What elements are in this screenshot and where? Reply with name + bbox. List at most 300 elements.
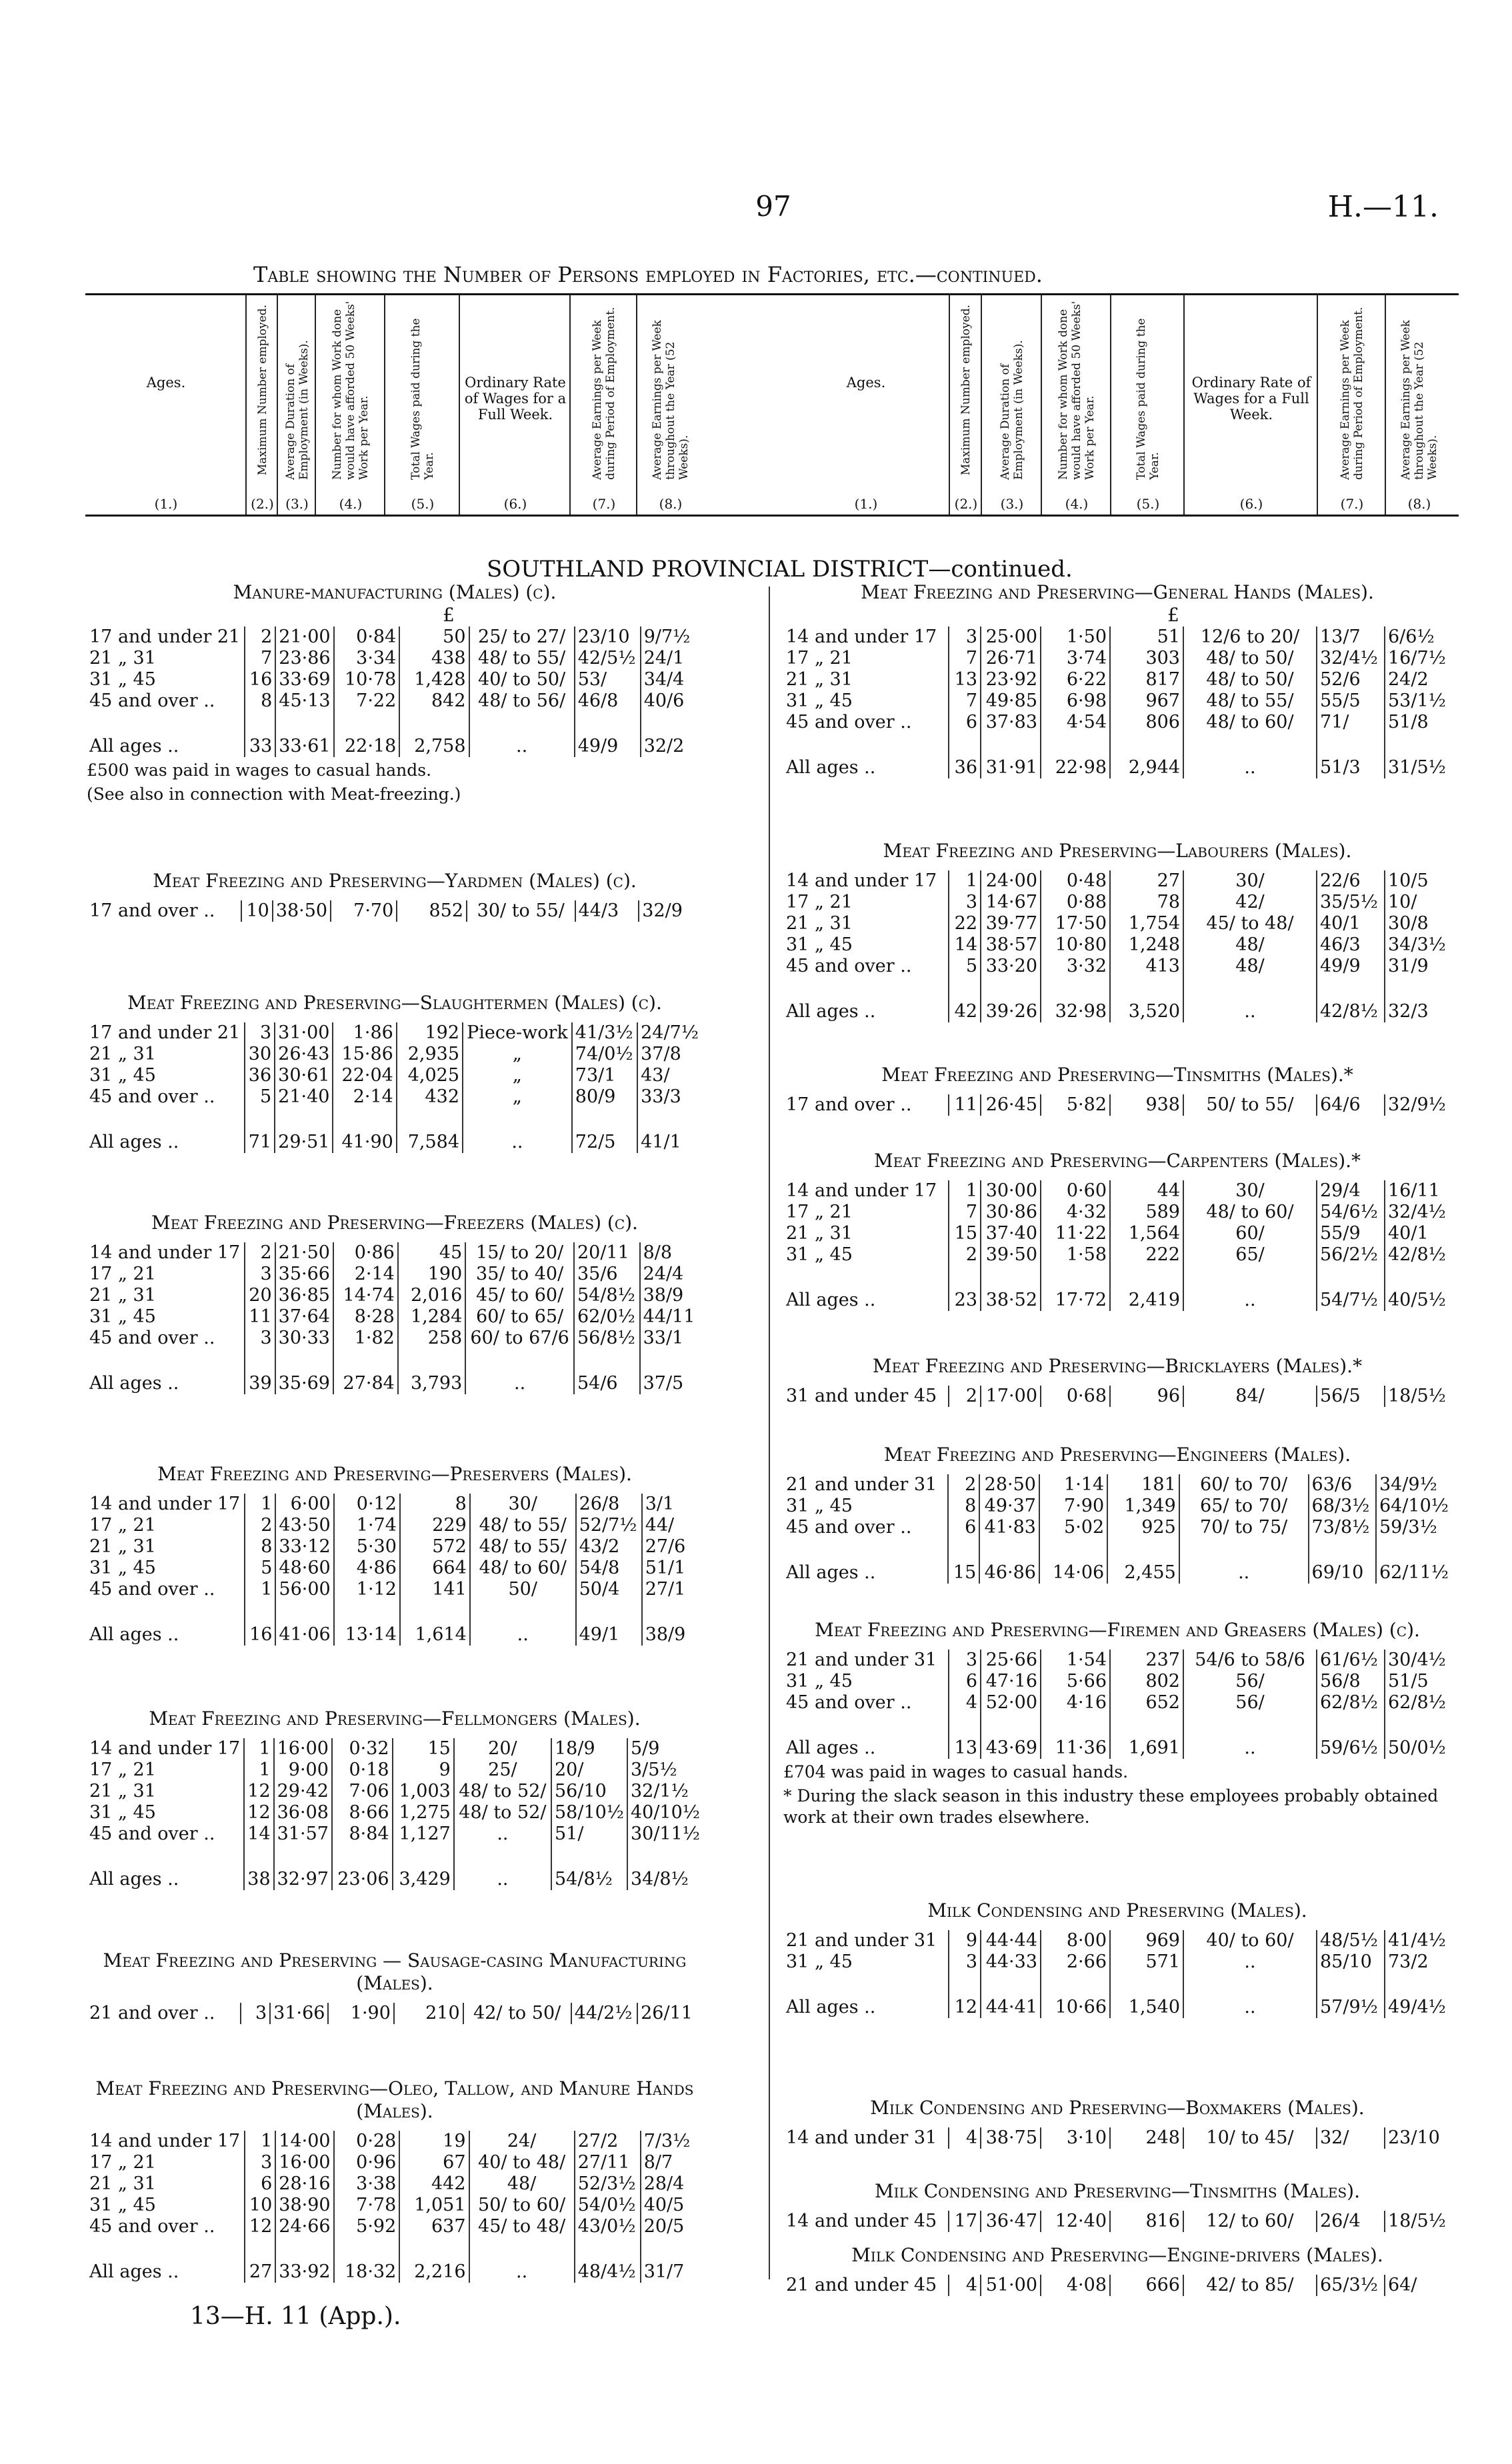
table-cell: 56/ — [1183, 1671, 1317, 1692]
table-cell: 17 „ 21 — [87, 1760, 244, 1781]
table-cell: 12 — [244, 1802, 274, 1824]
table-cell: 2,419 — [1110, 1284, 1183, 1311]
col-header-label: Ages. — [846, 375, 886, 391]
table-cell: 17 and under 21 — [87, 1022, 245, 1044]
table-cell: 6 — [948, 1517, 980, 1538]
left-col-header-5 — [384, 295, 460, 515]
spacer-cell — [1041, 1714, 1110, 1732]
table-cell: 42/5½ — [575, 648, 641, 669]
table-row — [87, 2131, 703, 2152]
table-cell: 53/1½ — [1388, 690, 1446, 711]
section-note: £500 was paid in wages to casual hands. — [87, 760, 432, 780]
table-cell: 1 — [949, 870, 981, 892]
data-table — [783, 1180, 1451, 1311]
table-cell: 3 — [245, 1022, 275, 1044]
table-cell: 46/8 — [575, 690, 641, 712]
table-cell: 53/ — [575, 669, 641, 690]
spacer-cell — [949, 977, 981, 996]
spacer-row — [87, 1600, 703, 1619]
spacer-cell — [551, 1845, 627, 1863]
section-title: Meat Freezing and Preserving—Slaughtermen (Males) (c). — [127, 992, 662, 1014]
table-cell: 27 — [1110, 870, 1183, 892]
table-row — [783, 2275, 1451, 2296]
table-cell: 1 — [245, 1494, 275, 1515]
table-cell: 21 „ 31 — [87, 648, 245, 669]
table-cell: 60/ — [1183, 1223, 1317, 1244]
table-cell: 27·84 — [333, 1368, 398, 1394]
spacer-cell — [393, 1845, 454, 1863]
table-cell: 32·98 — [1041, 996, 1110, 1022]
table-cell: 43/0½ — [575, 2216, 641, 2237]
table-cell: 35·66 — [275, 1264, 333, 1285]
table-cell: 37·83 — [981, 712, 1041, 733]
table-cell: 34/3½ — [1388, 934, 1446, 955]
table-cell: 84/ — [1183, 1386, 1317, 1407]
spacer-cell — [275, 712, 333, 730]
table-row — [783, 1951, 1451, 1973]
table-cell: 23·92 — [981, 669, 1041, 690]
table-cell: 12·40 — [1041, 2211, 1110, 2232]
table-cell: 2,216 — [399, 2256, 469, 2283]
table-cell: 438 — [399, 648, 469, 669]
table-cell: 56·00 — [275, 1579, 333, 1600]
section-note: £704 was paid in wages to casual hands. — [783, 1762, 1129, 1782]
table-cell: 3,520 — [1110, 996, 1183, 1022]
table-row — [87, 2195, 703, 2216]
table-cell: 3 — [949, 1951, 981, 1973]
table-section — [87, 2077, 703, 2283]
pound-sign: £ — [1167, 604, 1179, 626]
table-cell: 413 — [1110, 956, 1183, 977]
table-cell: 25·66 — [981, 1650, 1041, 1671]
table-cell: 8/7 — [643, 2152, 673, 2173]
table-cell: 6 — [949, 1671, 981, 1692]
table-cell: .. — [463, 1126, 572, 1153]
table-cell: 1·50 — [1041, 626, 1110, 648]
col-header-number: (3.) — [285, 496, 309, 512]
table-cell: 49·37 — [979, 1496, 1039, 1517]
table-cell: 32/3 — [1388, 1001, 1429, 1022]
table-cell: 3 — [949, 626, 981, 648]
table-cell: 49/9 — [575, 730, 641, 757]
table-cell: 1,564 — [1110, 1223, 1183, 1244]
table-cell: 1·58 — [1041, 1244, 1110, 1266]
table-cell: 21 „ 31 — [87, 1285, 245, 1306]
spacer-row — [783, 977, 1451, 996]
table-cell: 64/10½ — [1379, 1496, 1449, 1516]
table-cell: 45 and over .. — [87, 690, 245, 712]
spacer-row — [87, 1845, 703, 1863]
section-title: Meat Freezing and Preserving—Tinsmiths (Males).* — [881, 1064, 1353, 1086]
table-cell: 12/ to 60/ — [1183, 2211, 1317, 2232]
col-header-label: Average Earnings per Week throughout the Year (52 Weeks). — [1399, 320, 1439, 480]
table-cell: .. — [1179, 1557, 1309, 1584]
total-row — [783, 996, 1451, 1022]
spacer-cell — [87, 1600, 245, 1619]
table-row — [87, 1328, 703, 1349]
table-cell: 4,025 — [397, 1065, 463, 1086]
spacer-cell — [1110, 1973, 1183, 1991]
table-cell: 17 and over .. — [87, 900, 241, 922]
table-cell: 21 „ 31 — [783, 913, 949, 934]
table-cell: 42/ — [1183, 892, 1317, 913]
header-bottom-rule — [85, 515, 1459, 517]
table-cell: 37·64 — [275, 1306, 333, 1328]
table-cell: 28/4 — [643, 2173, 685, 2194]
table-row — [87, 648, 703, 669]
data-table — [87, 1242, 703, 1394]
table-cell: 303 — [1110, 648, 1183, 669]
table-cell: 39·77 — [981, 913, 1041, 934]
table-cell: „ — [463, 1044, 572, 1065]
table-cell: 17 — [949, 2211, 981, 2232]
table-cell: 3,793 — [398, 1368, 465, 1394]
section-title: Meat Freezing and Preserving—Preservers (Males). — [157, 1463, 632, 1485]
table-cell: 35/ to 40/ — [465, 1264, 574, 1285]
table-cell: 11·22 — [1041, 1223, 1110, 1244]
table-cell: 7·90 — [1039, 1496, 1107, 1517]
table-cell: .. — [454, 1824, 551, 1845]
table-cell: 31 „ 45 — [87, 1065, 245, 1086]
spacer-cell — [1041, 733, 1110, 752]
table-cell: 10·80 — [1041, 934, 1110, 956]
table-cell: 38·52 — [981, 1284, 1041, 1311]
table-cell: 31 and under 45 — [783, 1386, 949, 1407]
table-cell: 67 — [399, 2152, 469, 2173]
spacer-cell — [397, 1108, 463, 1126]
table-cell: 33/1 — [643, 1328, 684, 1348]
spacer-cell — [1110, 733, 1183, 752]
table-cell: 0·88 — [1041, 892, 1110, 913]
total-row — [87, 1619, 703, 1646]
left-col-header-7 — [569, 295, 637, 515]
col-header-number: (6.) — [503, 496, 527, 512]
table-cell: 14 and under 17 — [87, 1242, 245, 1264]
table-cell: 61/6½ — [1317, 1650, 1385, 1671]
table-cell: 15 — [948, 1557, 980, 1584]
data-table — [87, 900, 703, 922]
table-cell: 45 and over .. — [87, 1824, 244, 1845]
table-cell: 31·91 — [981, 752, 1041, 778]
table-row — [783, 892, 1451, 913]
data-table — [783, 626, 1451, 778]
table-cell: 48/ — [1183, 934, 1317, 956]
spacer-row — [87, 1108, 703, 1126]
spacer-cell — [245, 712, 275, 730]
table-cell: All ages .. — [783, 1557, 948, 1584]
left-col-header-8 — [636, 295, 704, 515]
table-row — [87, 1264, 703, 1285]
table-cell: 20/11 — [574, 1242, 640, 1264]
spacer-cell — [949, 733, 981, 752]
table-cell: 1 — [245, 1579, 275, 1600]
table-cell: 4·86 — [334, 1558, 400, 1579]
table-row — [87, 1738, 703, 1760]
section-title: Meat Freezing and Preserving—Bricklayers (Males).* — [872, 1355, 1363, 1377]
table-cell: 23/10 — [575, 626, 641, 648]
table-cell: 6 — [949, 712, 981, 733]
table-cell: 44/ — [645, 1515, 675, 1536]
table-cell: 45/ to 48/ — [1183, 913, 1317, 934]
table-row — [87, 1044, 703, 1065]
table-cell: 2,935 — [397, 1044, 463, 1065]
table-cell: 38/9 — [645, 1624, 686, 1645]
table-cell: 21·40 — [275, 1086, 333, 1108]
table-cell: 21 and under 45 — [783, 2275, 949, 2296]
table-cell: 24·66 — [275, 2216, 333, 2237]
table-cell: 46·86 — [979, 1557, 1039, 1584]
data-table — [87, 1022, 703, 1153]
spacer-cell — [274, 1845, 332, 1863]
spacer-cell — [465, 1349, 574, 1368]
col-header-label: Number for whom Work done would have afforded 50 Weeks' Work per Year. — [1057, 301, 1097, 480]
table-cell: „ — [463, 1065, 572, 1086]
table-cell: 3·74 — [1041, 648, 1110, 669]
table-cell: 31/7 — [643, 2261, 685, 2282]
table-cell: 8 — [400, 1494, 470, 1515]
table-cell: 14 — [949, 934, 981, 956]
table-cell: 54/6 — [574, 1368, 640, 1394]
table-cell: 1,754 — [1110, 913, 1183, 934]
col-header-number: (7.) — [592, 496, 616, 512]
col-header-label: Total Wages paid during the Year. — [1135, 318, 1161, 480]
table-cell: 48/ — [1183, 956, 1317, 977]
table-row — [783, 2127, 1451, 2149]
table-cell: 664 — [400, 1558, 470, 1579]
table-cell: 52/3½ — [575, 2173, 641, 2195]
spacer-cell — [1041, 1266, 1110, 1284]
table-cell: 229 — [400, 1515, 470, 1536]
table-section — [783, 1355, 1451, 1407]
table-row — [87, 1515, 703, 1536]
table-cell: 17 „ 21 — [87, 1264, 245, 1285]
table-cell: 572 — [400, 1536, 470, 1558]
table-cell: 1,540 — [1110, 1991, 1183, 2018]
table-cell: 0·12 — [334, 1494, 400, 1515]
table-cell: 51/3 — [1317, 752, 1385, 778]
table-cell: 18/5½ — [1388, 1386, 1446, 1406]
table-cell: All ages .. — [783, 1732, 949, 1759]
table-cell: 45 — [398, 1242, 465, 1264]
total-row — [783, 1284, 1451, 1311]
col-header-number: (5.) — [1136, 496, 1160, 512]
spacer-cell — [783, 733, 949, 752]
table-cell: 62/11½ — [1379, 1562, 1449, 1583]
col-header-number: (1.) — [854, 496, 878, 512]
table-section — [87, 992, 703, 1153]
spacer-cell — [454, 1845, 551, 1863]
table-cell: 31 „ 45 — [783, 1244, 949, 1266]
table-cell: 20 — [245, 1285, 275, 1306]
col-header-number: (7.) — [1340, 496, 1364, 512]
table-cell: 11·36 — [1041, 1732, 1110, 1759]
col-header-label: Number for whom Work done would have afforded 50 Weeks' Work per Year. — [331, 301, 371, 480]
table-cell: All ages .. — [783, 996, 949, 1022]
table-cell: 31 „ 45 — [783, 690, 949, 712]
table-cell: 71/ — [1317, 712, 1385, 733]
table-cell: 72/5 — [572, 1126, 637, 1153]
table-cell: 43/ — [641, 1065, 670, 1086]
table-cell: 4·32 — [1041, 1202, 1110, 1223]
table-cell: 26/8 — [576, 1494, 642, 1515]
col-header-label: Maximum Number employed. — [255, 304, 269, 476]
table-cell: 33/3 — [641, 1086, 681, 1107]
table-cell: 32·97 — [274, 1863, 332, 1890]
table-cell: 1·90 — [328, 2003, 393, 2024]
table-cell: 37/5 — [643, 1373, 684, 1394]
table-cell: 41·83 — [979, 1517, 1039, 1538]
table-cell: 3 — [245, 2152, 275, 2173]
spacer-cell — [1385, 977, 1451, 996]
table-cell: 40/ to 48/ — [469, 2152, 575, 2173]
table-cell: 938 — [1110, 1094, 1183, 1116]
table-cell: 1,051 — [399, 2195, 469, 2216]
table-cell: 1,428 — [399, 669, 469, 690]
table-cell: 69/10 — [1309, 1557, 1376, 1584]
table-cell: 42/ to 50/ — [463, 2003, 571, 2024]
spacer-cell — [640, 1349, 703, 1368]
table-cell: 40/1 — [1388, 1223, 1429, 1244]
table-cell: 56/8 — [1317, 1671, 1385, 1692]
table-row — [783, 690, 1451, 712]
table-cell: 13 — [949, 669, 981, 690]
table-cell: 20/ — [454, 1738, 551, 1760]
table-cell: 40/5 — [643, 2195, 685, 2215]
table-cell: 20/ — [551, 1760, 627, 1781]
table-cell: 40/6 — [643, 690, 685, 711]
table-cell: 62/8½ — [1388, 1692, 1446, 1713]
table-cell: 3 — [241, 2003, 270, 2024]
table-cell: 27/11 — [575, 2152, 641, 2173]
spacer-cell — [469, 712, 575, 730]
table-cell: 17 „ 21 — [87, 2152, 245, 2173]
table-cell: 36·47 — [981, 2211, 1041, 2232]
table-cell: 10 — [245, 2195, 275, 2216]
table-section — [87, 1949, 703, 2024]
table-cell: 14 — [244, 1824, 274, 1845]
table-cell: .. — [1183, 1284, 1317, 1311]
total-row — [87, 2256, 703, 2283]
table-row — [783, 648, 1451, 669]
table-row — [87, 669, 703, 690]
spacer-cell — [1110, 1266, 1183, 1284]
table-cell: 30/11½ — [630, 1824, 700, 1844]
col-header-number: (4.) — [339, 496, 363, 512]
spacer-cell — [399, 712, 469, 730]
spacer-cell — [783, 1714, 949, 1732]
table-cell: 35·69 — [275, 1368, 333, 1394]
table-cell: 60/ to 65/ — [465, 1306, 574, 1328]
table-cell: .. — [1183, 996, 1317, 1022]
table-cell: 816 — [1110, 2211, 1183, 2232]
spacer-cell — [642, 1600, 703, 1619]
table-cell: 74/0½ — [572, 1044, 637, 1065]
table-cell: 25/ — [454, 1760, 551, 1781]
left-col-header-1 — [87, 295, 245, 515]
table-cell: 7/3½ — [643, 2131, 691, 2151]
table-cell: 14 and under 45 — [783, 2211, 949, 2232]
table-cell: 17·72 — [1041, 1284, 1110, 1311]
table-cell: 7·78 — [334, 2195, 400, 2216]
table-cell: 51/8 — [1388, 712, 1429, 732]
spacer-cell — [470, 1600, 576, 1619]
table-cell: 16·00 — [275, 2152, 333, 2173]
table-cell: 210 — [394, 2003, 463, 2024]
table-cell: 44 — [1110, 1180, 1183, 1202]
table-cell: 48/ to 50/ — [1183, 669, 1317, 690]
spacer-cell — [1183, 1714, 1317, 1732]
table-cell: 51/ — [551, 1824, 627, 1845]
table-cell: 48/ to 55/ — [1183, 690, 1317, 712]
table-cell: 37/8 — [641, 1044, 681, 1064]
spacer-cell — [1107, 1538, 1179, 1557]
table-cell: 65/ — [1183, 1244, 1317, 1266]
table-row — [783, 913, 1451, 934]
page-reference: H.—11. — [1327, 190, 1439, 224]
section-title: Meat Freezing and Preserving—Freezers (Males) (c). — [151, 1212, 638, 1234]
table-row — [783, 1671, 1451, 1692]
spacer-row — [783, 1266, 1451, 1284]
table-row — [87, 1242, 703, 1264]
table-row — [783, 1650, 1451, 1671]
section-title: Meat Freezing and Preserving—General Hands (Males). — [861, 581, 1374, 603]
table-cell: 38·90 — [275, 2195, 333, 2216]
total-row — [87, 1863, 703, 1890]
spacer-cell — [981, 1266, 1041, 1284]
section-note: (See also in connection with Meat-freezing.) — [87, 784, 461, 804]
table-cell: 34/9½ — [1379, 1474, 1437, 1495]
col-header-number: (8.) — [659, 496, 683, 512]
spacer-cell — [87, 2237, 245, 2256]
table-cell: 2 — [949, 1386, 981, 1407]
table-cell: 12/6 to 20/ — [1183, 626, 1317, 648]
table-cell: 21 „ 31 — [87, 1536, 245, 1558]
table-cell: All ages .. — [87, 2256, 245, 2283]
spacer-cell — [244, 1845, 274, 1863]
table-row — [783, 1386, 1451, 1407]
table-cell: 54/8½ — [574, 1285, 640, 1306]
table-section — [87, 870, 703, 922]
table-cell: 32/4½ — [1388, 1202, 1446, 1222]
table-row — [87, 1494, 703, 1515]
table-cell: 24·00 — [981, 870, 1041, 892]
table-cell: 637 — [399, 2216, 469, 2237]
table-cell: 50/0½ — [1388, 1738, 1446, 1758]
table-cell: 16/7½ — [1388, 648, 1446, 668]
table-row — [783, 712, 1451, 733]
table-cell: 6 — [245, 2173, 275, 2195]
table-cell: 6/6½ — [1388, 626, 1435, 647]
table-row — [783, 626, 1451, 648]
data-table — [783, 2275, 1451, 2296]
table-cell: 10/ to 45/ — [1183, 2127, 1317, 2149]
table-cell: 42/ to 85/ — [1183, 2275, 1317, 2296]
spacer-cell — [641, 2237, 703, 2256]
table-cell: 37·40 — [981, 1223, 1041, 1244]
table-cell: 3·34 — [334, 648, 400, 669]
table-cell: 14 and under 17 — [87, 1494, 245, 1515]
table-cell: 48/ to 60/ — [470, 1558, 576, 1579]
table-cell: 43/2 — [576, 1536, 642, 1558]
table-cell: 17 „ 21 — [87, 1515, 245, 1536]
section-title: Milk Condensing and Preserving (Males). — [927, 1899, 1307, 1921]
table-cell: 30·61 — [275, 1065, 333, 1086]
spacer-cell — [275, 1108, 333, 1126]
table-cell: 21·50 — [275, 1242, 333, 1264]
table-cell: 65/ to 70/ — [1179, 1496, 1309, 1517]
table-cell: 16·00 — [274, 1738, 332, 1760]
table-section — [783, 2180, 1451, 2232]
